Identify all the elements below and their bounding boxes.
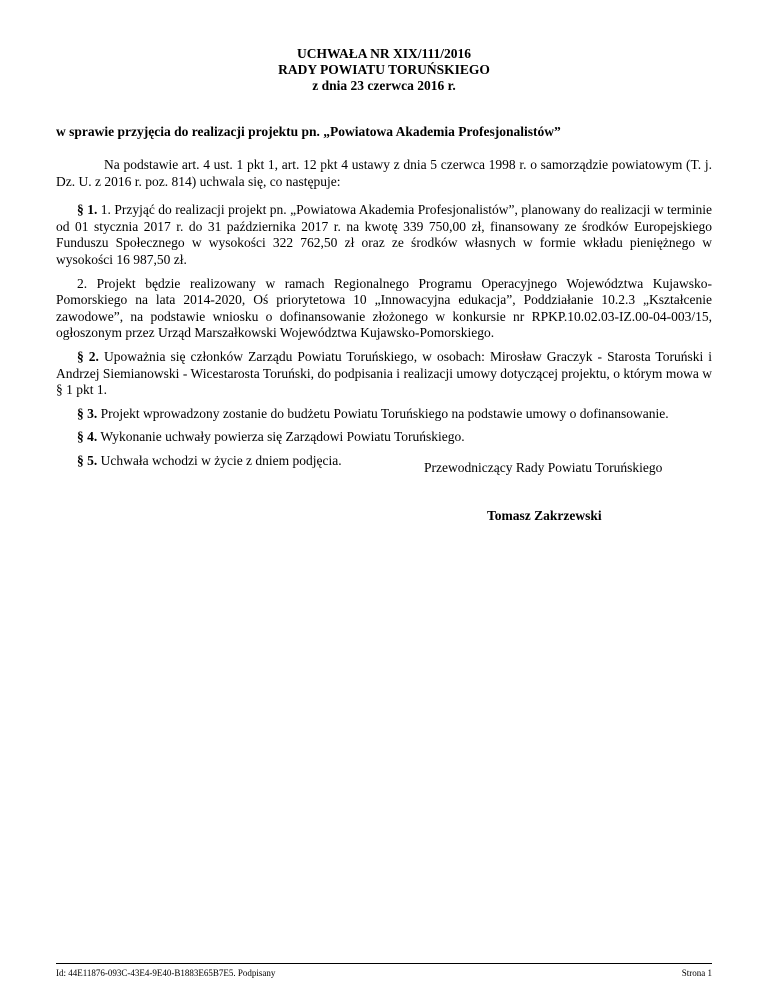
section-4-text: Wykonanie uchwały powierza się Zarządowi Powiatu Toruńskiego. <box>97 429 465 445</box>
section-3-text: Projekt wprowadzony zostanie do budżetu Powiatu Toruńskiego na podstawie umowy o dofinansowanie. <box>97 405 669 421</box>
signatory-name: Tomasz Zakrzewski <box>487 508 602 523</box>
resolution-number: UCHWAŁA NR XIX/111/2016 <box>296 46 472 61</box>
resolution-body <box>56 157 712 477</box>
resolution-subject: w sprawie przyjęcia do realizacji projektu pn. „Powiatowa Akademia Profesjonalistów” <box>56 124 561 139</box>
document-header <box>0 46 768 94</box>
section-5-label: § 5. <box>77 452 98 468</box>
section-1 <box>56 202 712 268</box>
section-1-text: 1. Przyjąć do realizacji projekt pn. „Powiatowa Akademia Profesjonalistów”, planowany do realizacji w terminie od 01 stycznia 2017 r. do 31 października 2017 r. na kwotę 339 750,00 zł, finansowany ze środków Europejskiego Funduszu Społecznego w wysokości 322 762,50 zł oraz ze środków własnych w formie wkładu pieniężnego w wysokości 16 987,50 zł. <box>56 202 712 267</box>
preamble: Na podstawie art. 4 ust. 1 pkt 1, art. 12 pkt 4 ustawy z dnia 5 czerwca 1998 r. o samorządzie powiatowym (T. j. Dz. U. z 2016 r. poz. 814) uchwala się, co następuje: <box>56 157 712 189</box>
section-1-label: § 1. <box>77 202 98 218</box>
section-2-label: § 2. <box>77 348 99 364</box>
section-4-label: § 4. <box>77 429 98 445</box>
section-3 <box>56 406 712 423</box>
section-3-label: § 3. <box>77 405 98 421</box>
section-2-text: Upoważnia się członków Zarządu Powiatu Toruńskiego, w osobach: Mirosław Graczyk - Starosta Toruński i Andrzej Siemianowski - Wicestarosta Toruński, do podpisania i realizacji umowy dotyczącej projektu, o którym mowa w § 1 pkt 1. <box>56 348 713 398</box>
section-5-text: Uchwała wchodzi w życie z dniem podjęcia. <box>97 452 342 468</box>
page-number: Strona 1 <box>681 968 712 978</box>
document-id: Id: 44E11876-093C-43E4-9E40-B1883E65B7E5. Podpisany <box>56 968 276 978</box>
section-2 <box>56 349 712 399</box>
footer-divider <box>56 963 712 964</box>
council-name: RADY POWIATU TORUŃSKIEGO <box>278 62 490 77</box>
section-1-point-2: 2. Projekt będzie realizowany w ramach Regionalnego Programu Operacyjnego Województwa Kujawsko-Pomorskiego na lata 2014-2020, Oś priorytetowa 10 „Innowacyjna edukacja”, Poddziałanie 10.2.3 „Kształcenie zawodowe”, na podstawie wniosku o dofinansowanie złożonego w konkursie nr RPKP.10.02.03-IZ.00-04-003/15, ogłoszonym przez Urząd Marszałkowski Województwa Kujawsko-Pomorskiego. <box>56 275 712 341</box>
signatory-title: Przewodniczący Rady Powiatu Toruńskiego <box>424 460 663 475</box>
resolution-date: z dnia 23 czerwca 2016 r. <box>312 78 456 93</box>
section-4 <box>56 429 712 446</box>
